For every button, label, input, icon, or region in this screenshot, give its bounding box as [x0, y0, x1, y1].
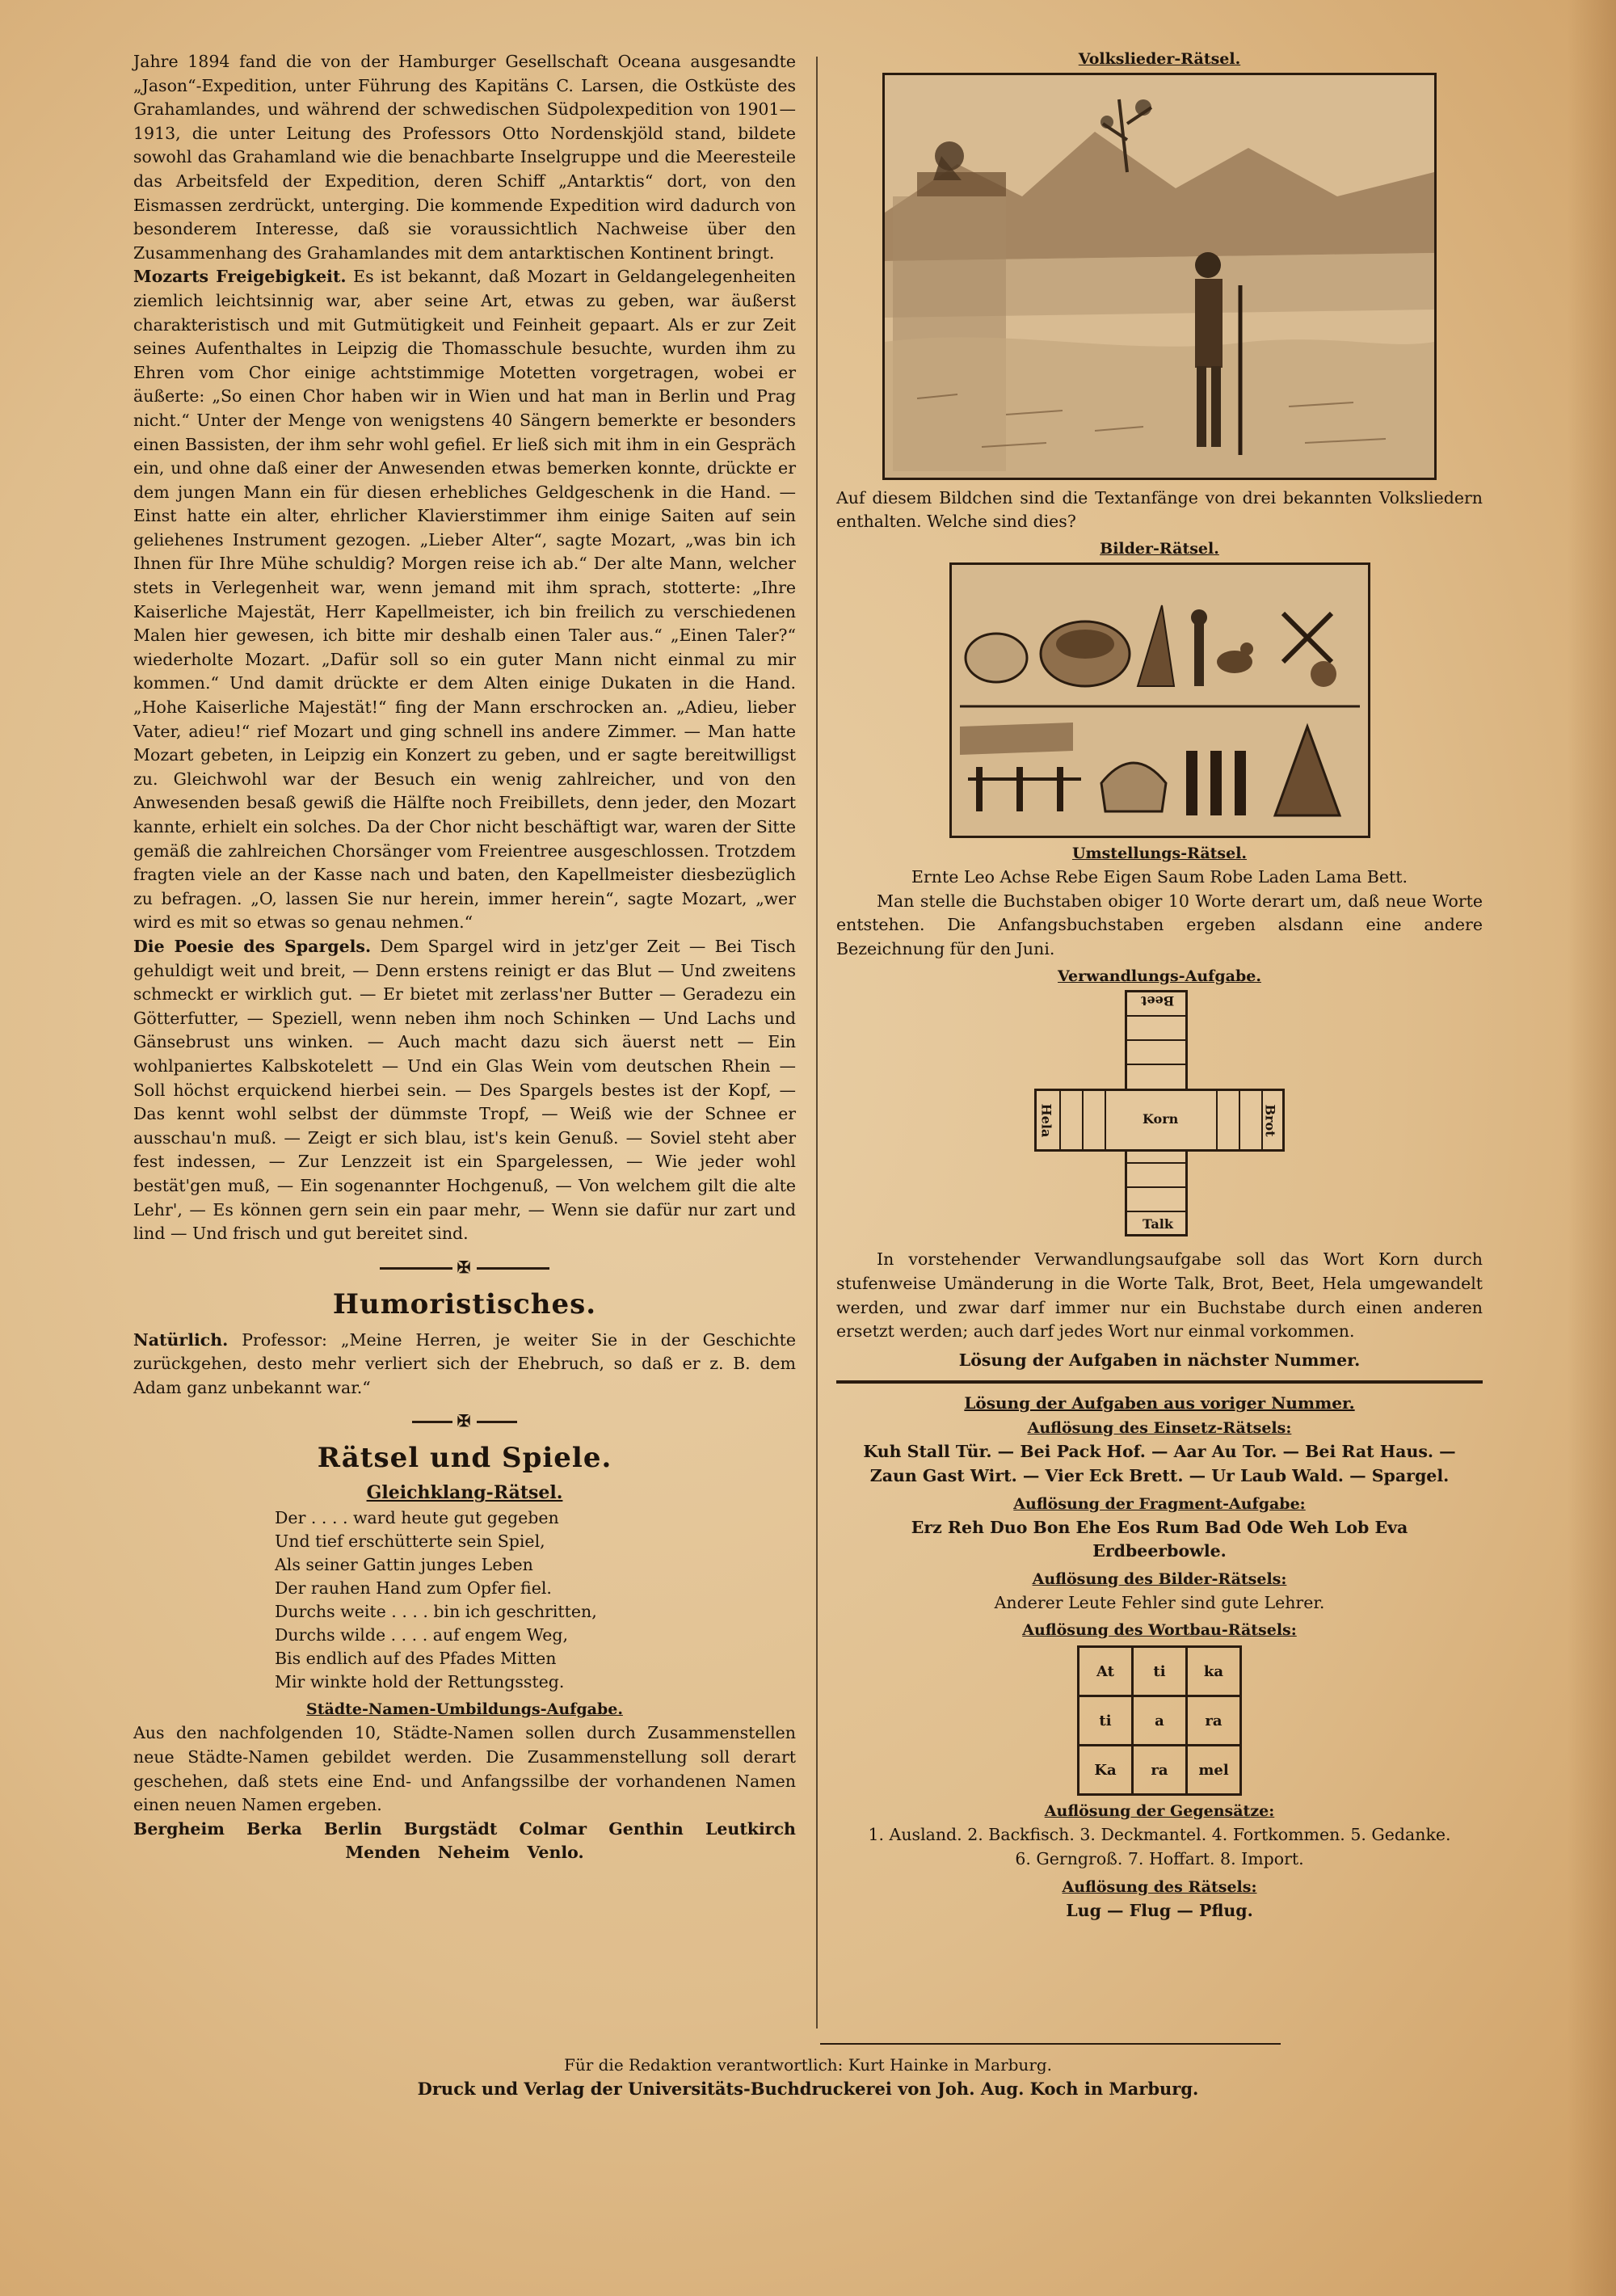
city-name: Neheim: [437, 1842, 510, 1862]
einsetz-heading: Auflösung des Einsetz-Rätsels:: [1027, 1419, 1292, 1438]
column-divider: [816, 57, 818, 2028]
spargel-article: [133, 935, 796, 1246]
cross-label-center: Korn: [1143, 1111, 1179, 1127]
city-name: Genthin: [608, 1818, 684, 1839]
poem-line: Durchs wilde . . . . auf engem Weg,: [275, 1625, 568, 1645]
right-column: [836, 50, 1483, 1923]
fragment-line-2: Erdbeerbowle.: [1092, 1541, 1227, 1561]
mozart-text: Es ist bekannt, daß Mozart in Geldangelegenheiten ziemlich leichtsinnig war, aber seine Art, etwas zu geben, war äußerst charakteristisch und mit Gutmütigkeit und Feinheit gepaart. Als er zur Zeit seines Aufenthaltes in Leipzig die Thomasschule besuchte, wurden ihm zu Ehren vom Chor einige achtstimmige Motetten vorgetragen, wobei er äußerte: „So einen Chor haben wir in Wien und hat man in Berlin und Prag nicht.“ Unter der Menge von wenigstens 40 Sängern bemerkte er besonders einen Bassisten, der ihm sehr wohl gefiel. Er ließ sich mit ihm in ein Gespräch ein, und ohne daß einer der Anwesenden etwas bemerken konnte, drückte er dem jungen Mann ein für diesen erhebliches Geldgeschenk in die Hand. — Einst hatte ein alter, ehrlicher Klavierstimmer ihm einige Saiten auf sein geliehenes Instrument gezogen. „Lieber Alter“, sagte Mozart, „was bin ich Ihnen für Ihre Mühe schuldig? Morgen reise ich ab.“ Der alte Mann, welcher stets in Verlegenheit war, wenn jemand mit ihm sprach, stotterte: „Ihre Kaiserliche Majestät, Herr Kapellmeister, ich bin freilich zu verschiedenen Malen hier gewesen, ich bitte mir deshalb einen Taler aus.“ „Einen Taler?“ wiederholte Mozart. „Dafür soll so ein guter Mann nicht einmal zu mir kommen.“ Und damit drückte er dem Alten einige Dukaten in die Hand. „Hohe Kaiserliche Majestät!“ fing der Mann erschrocken an. „Adieu, lieber Vater, adieu!“ rief Mozart und ging schnell ins andere Zimmer. — Man hatte Mozart gebeten, in Leipzig ein Konzert zu geben, und er sagte bereitwilligst zu. Gleichwohl war der Besuch ein wenig zahlreicher, und von den Anwesenden besaß gewiß die Hälfte noch Freibillets, denn jeder, den Mozart kannte, erhielt ein solches. Da der Chor nicht beschäftigt war, waren der Sitte gemäß die zahlreichen Chorsänger vom Freientree ausgeschlossen. Trotzdem fragten viele an der Kasse nach und baten, den Kapellmeister diesbezüglich zu befragen. „O, lassen Sie nur herein, immer herein“, sagte Mozart, „wer wird es mit so etwas so genau nehmen.“: [133, 267, 796, 933]
volks-heading: Volkslieder-Rätsel.: [1078, 50, 1241, 68]
poem-line: Als seiner Gattin junges Leben: [275, 1555, 533, 1575]
paper-edge-shadow: [1568, 0, 1616, 2296]
humor-paragraph: [133, 1329, 796, 1401]
mozart-title: Mozarts Freigebigkeit.: [133, 267, 347, 287]
city-name: Colmar: [519, 1818, 587, 1839]
city-name: Bergheim: [133, 1818, 225, 1839]
ornament-divider: [133, 1258, 796, 1277]
raetsel-loes-text: Lug — Flug — Pflug.: [1066, 1900, 1253, 1920]
mozart-article: [133, 265, 796, 935]
footer-rule: [820, 2043, 1281, 2045]
footer: [0, 2053, 1616, 2101]
section-rule: [836, 1380, 1483, 1384]
grid-cell: ka: [1187, 1647, 1241, 1696]
gegen-line-2: 6. Gerngroß. 7. Hoffart. 8. Import.: [1015, 1848, 1304, 1868]
volkslieder-illustration: [882, 73, 1437, 480]
wortbau-heading: Auflösung des Wortbau-Rätsels:: [1022, 1621, 1297, 1640]
next-issue-note: Lösung der Aufgaben in nächster Nummer.: [958, 1350, 1361, 1370]
gegen-line-1: 1. Ausland. 2. Backfisch. 3. Deckmantel. 4. Fortkommen. 5. Gedanke.: [868, 1825, 1451, 1845]
grid-cell: ra: [1133, 1746, 1187, 1795]
fragment-heading: Auflösung der Fragment-Aufgabe:: [1013, 1494, 1306, 1513]
volks-caption: Auf diesem Bildchen sind die Textanfänge von drei bekannten Volksliedern enthalten. Welche sind dies?: [836, 488, 1483, 531]
city-name: Berka: [246, 1818, 302, 1839]
ornament-icon: ✠: [457, 1257, 473, 1277]
word-cross-grid: [1034, 990, 1285, 1236]
verwand-text: In vorstehender Verwandlungsaufgabe soll das Wort Korn durch stufenweise Umänderung in die Worte Talk, Brot, Beet, Hela umgewandelt werden, und zwar darf immer nur ein Buchstabe durch einen anderen ersetzt werden; auch darf jedes Wort nur einmal vorkommen.: [836, 1249, 1483, 1342]
wortbau-grid: [1077, 1645, 1242, 1796]
left-column: [133, 50, 796, 1864]
bilderloes-heading: Auflösung des Bilder-Rätsels:: [1032, 1569, 1287, 1588]
poem-line: Mir winkte hold der Rettungssteg.: [275, 1672, 565, 1692]
raetsel-loes-heading: Auflösung des Rätsels:: [1062, 1877, 1257, 1896]
ornament-icon: ✠: [457, 1411, 473, 1431]
city-name: Burgstädt: [403, 1818, 498, 1839]
umstell-words: Ernte Leo Achse Rebe Eigen Saum Robe Laden Lama Bett.: [911, 867, 1408, 887]
grid-cell: mel: [1187, 1746, 1241, 1795]
city-name: Leutkirch: [705, 1818, 796, 1839]
landscape-picture-icon: [885, 75, 1434, 478]
city-list: [133, 1818, 796, 1864]
raetsel-heading: Rätsel und Spiele.: [317, 1442, 612, 1475]
grid-cell: a: [1133, 1696, 1187, 1746]
grid-cell: ti: [1079, 1696, 1133, 1746]
spargel-text: Dem Spargel wird in jetz'ger Zeit — Bei Tisch gehuldigt weit und breit, — Denn erstens reinigt er das Blut — Und zweitens schmeckt er wirklich gut. — Er bietet mit zerlass'ner Butter — Geradezu ein Götterfutter, — Speziell, wenn neben ihm noch Schinken — Und Lachs und Gänsebrust uns winken. — Auch macht dazu sich äuerst nett — Ein wohlpaniertes Kalbskotelett — Und ein Glas Wein vom deutschen Rhein — Soll höchst erquickend hierbei sein. — Des Spargels bestes ist der Kopf, — Das kennt wohl selbst der dümmste Tropf, — Weiß wie der Schnee er ausschau'n muß. — Zeigt er sich blau, ist's kein Genuß. — Soviel steht aber fest indessen, — Zur Lenzzeit ist ein Spargelessen, — Wie jeder wohl bestät'gen muß, — Ein sogenannter Hochgenuß, — Von welchem gilt die alte Lehr', — Es können gern sein ein paar mehr, — Wenn sie dafür nur zart und lind — Und frisch und gut bereitet sind.: [133, 936, 797, 1244]
grid-cell: ti: [1133, 1647, 1187, 1696]
humor-title: Natürlich.: [133, 1329, 229, 1350]
gegen-heading: Auflösung der Gegensätze:: [1044, 1802, 1275, 1821]
umstell-text: Man stelle die Buchstaben obiger 10 Worte derart um, daß neue Worte entstehen. Die Anfangsbuchstaben ergeben alsdann eine andere Bezeichnung für den Juni.: [836, 891, 1483, 958]
poem-line: Bis endlich auf des Pfades Mitten: [275, 1649, 557, 1669]
city-name: Berlin: [323, 1818, 382, 1839]
grid-cell: Ka: [1079, 1746, 1133, 1795]
gleichklang-poem: [275, 1506, 796, 1694]
city-name: Venlo.: [527, 1842, 584, 1862]
einsetz-line-2: Zaun Gast Wirt. — Vier Eck Brett. — Ur Laub Wald. — Spargel.: [869, 1465, 1450, 1485]
bilder-raetsel-illustration: [949, 562, 1370, 838]
grid-cell: ra: [1187, 1696, 1241, 1746]
ornament-divider-2: [133, 1411, 796, 1430]
poem-line: Und tief erschütterte sein Spiel,: [275, 1531, 545, 1552]
humor-text: Professor: „Meine Herren, je weiter Sie in der Geschichte zurückgehen, desto mehr verliert sich der Ehebruch, so daß er z. B. dem Adam ganz unbekannt war.“: [133, 1329, 796, 1397]
einsetz-line-1: Kuh Stall Tür. — Bei Pack Hof. — Aar Au Tor. — Bei Rat Haus. —: [863, 1442, 1456, 1462]
footer-druck: Druck und Verlag der Universitäts-Buchdruckerei von Joh. Aug. Koch in Marburg.: [417, 2079, 1199, 2099]
cross-label-right: Brot: [1262, 1104, 1278, 1137]
staedte-text: Aus den nachfolgenden 10, Städte-Namen sollen durch Zusammenstellen neue Städte-Namen gebildet werden. Die Zusammenstellung soll derart geschehen, daß stets eine End- und Anfangssilbe der vorhandenen Namen einen neuen Namen ergeben.: [133, 1723, 796, 1815]
cross-label-bottom: Talk: [1143, 1216, 1173, 1232]
poem-line: Durchs weite . . . . bin ich geschritten,: [275, 1602, 597, 1622]
verwand-heading: Verwandlungs-Aufgabe.: [1058, 967, 1261, 986]
solutions-heading: Lösung der Aufgaben aus voriger Nummer.: [964, 1393, 1355, 1413]
bilderloes-text: Anderer Leute Fehler sind gute Lehrer.: [994, 1592, 1325, 1612]
footer-redaktion: Für die Redaktion verantwortlich: Kurt Hainke in Marburg.: [563, 2055, 1053, 2075]
cross-label-top: Beet: [1141, 993, 1175, 1009]
city-name: Menden: [345, 1842, 421, 1862]
gleichklang-heading: Gleichklang-Rätsel.: [366, 1482, 563, 1504]
poem-line: Der . . . . ward heute gut gegeben: [275, 1508, 559, 1528]
humor-heading: Humoristisches.: [332, 1287, 597, 1321]
bilder-heading: Bilder-Rätsel.: [1100, 540, 1219, 558]
grahamland-paragraph: Jahre 1894 fand die von der Hamburger Gesellschaft Oceana ausgesandte „Jason“-Expedition, unter Führung des Kapitäns C. Larsen, die Ostküste des Grahamlandes, und während der schwedischen Südpolexpedition von 1901—1913, die unter Leitung des Professors Otto Nordenskjöld stand, bildete sowohl das Grahamland wie die benachbarte Inselgruppe und die Meeresteile das Arbeitsfeld der Expedition, deren Schiff „Antarktis“ dort, von den Eismassen zerdrückt, unterging. Die kommende Expedition wird dadurch von besonderem Interesse, daß sie voraussichtlich Nachweise über den Zusammenhang des Grahamlandes mit dem antarktischen Kontinent bringt.: [133, 52, 796, 263]
grid-cell: At: [1079, 1647, 1133, 1696]
fragment-line-1: Erz Reh Duo Bon Ehe Eos Rum Bad Ode Weh Lob Eva: [911, 1517, 1408, 1537]
rebus-picture-icon: [952, 565, 1368, 836]
cross-label-left: Hela: [1038, 1104, 1054, 1138]
poem-line: Der rauhen Hand zum Opfer fiel.: [275, 1578, 552, 1599]
umstell-heading: Umstellungs-Rätsel.: [1071, 845, 1248, 862]
staedte-heading: Städte-Namen-Umbildungs-Aufgabe.: [306, 1700, 623, 1719]
spargel-title: Die Poesie des Spargels.: [133, 936, 372, 956]
